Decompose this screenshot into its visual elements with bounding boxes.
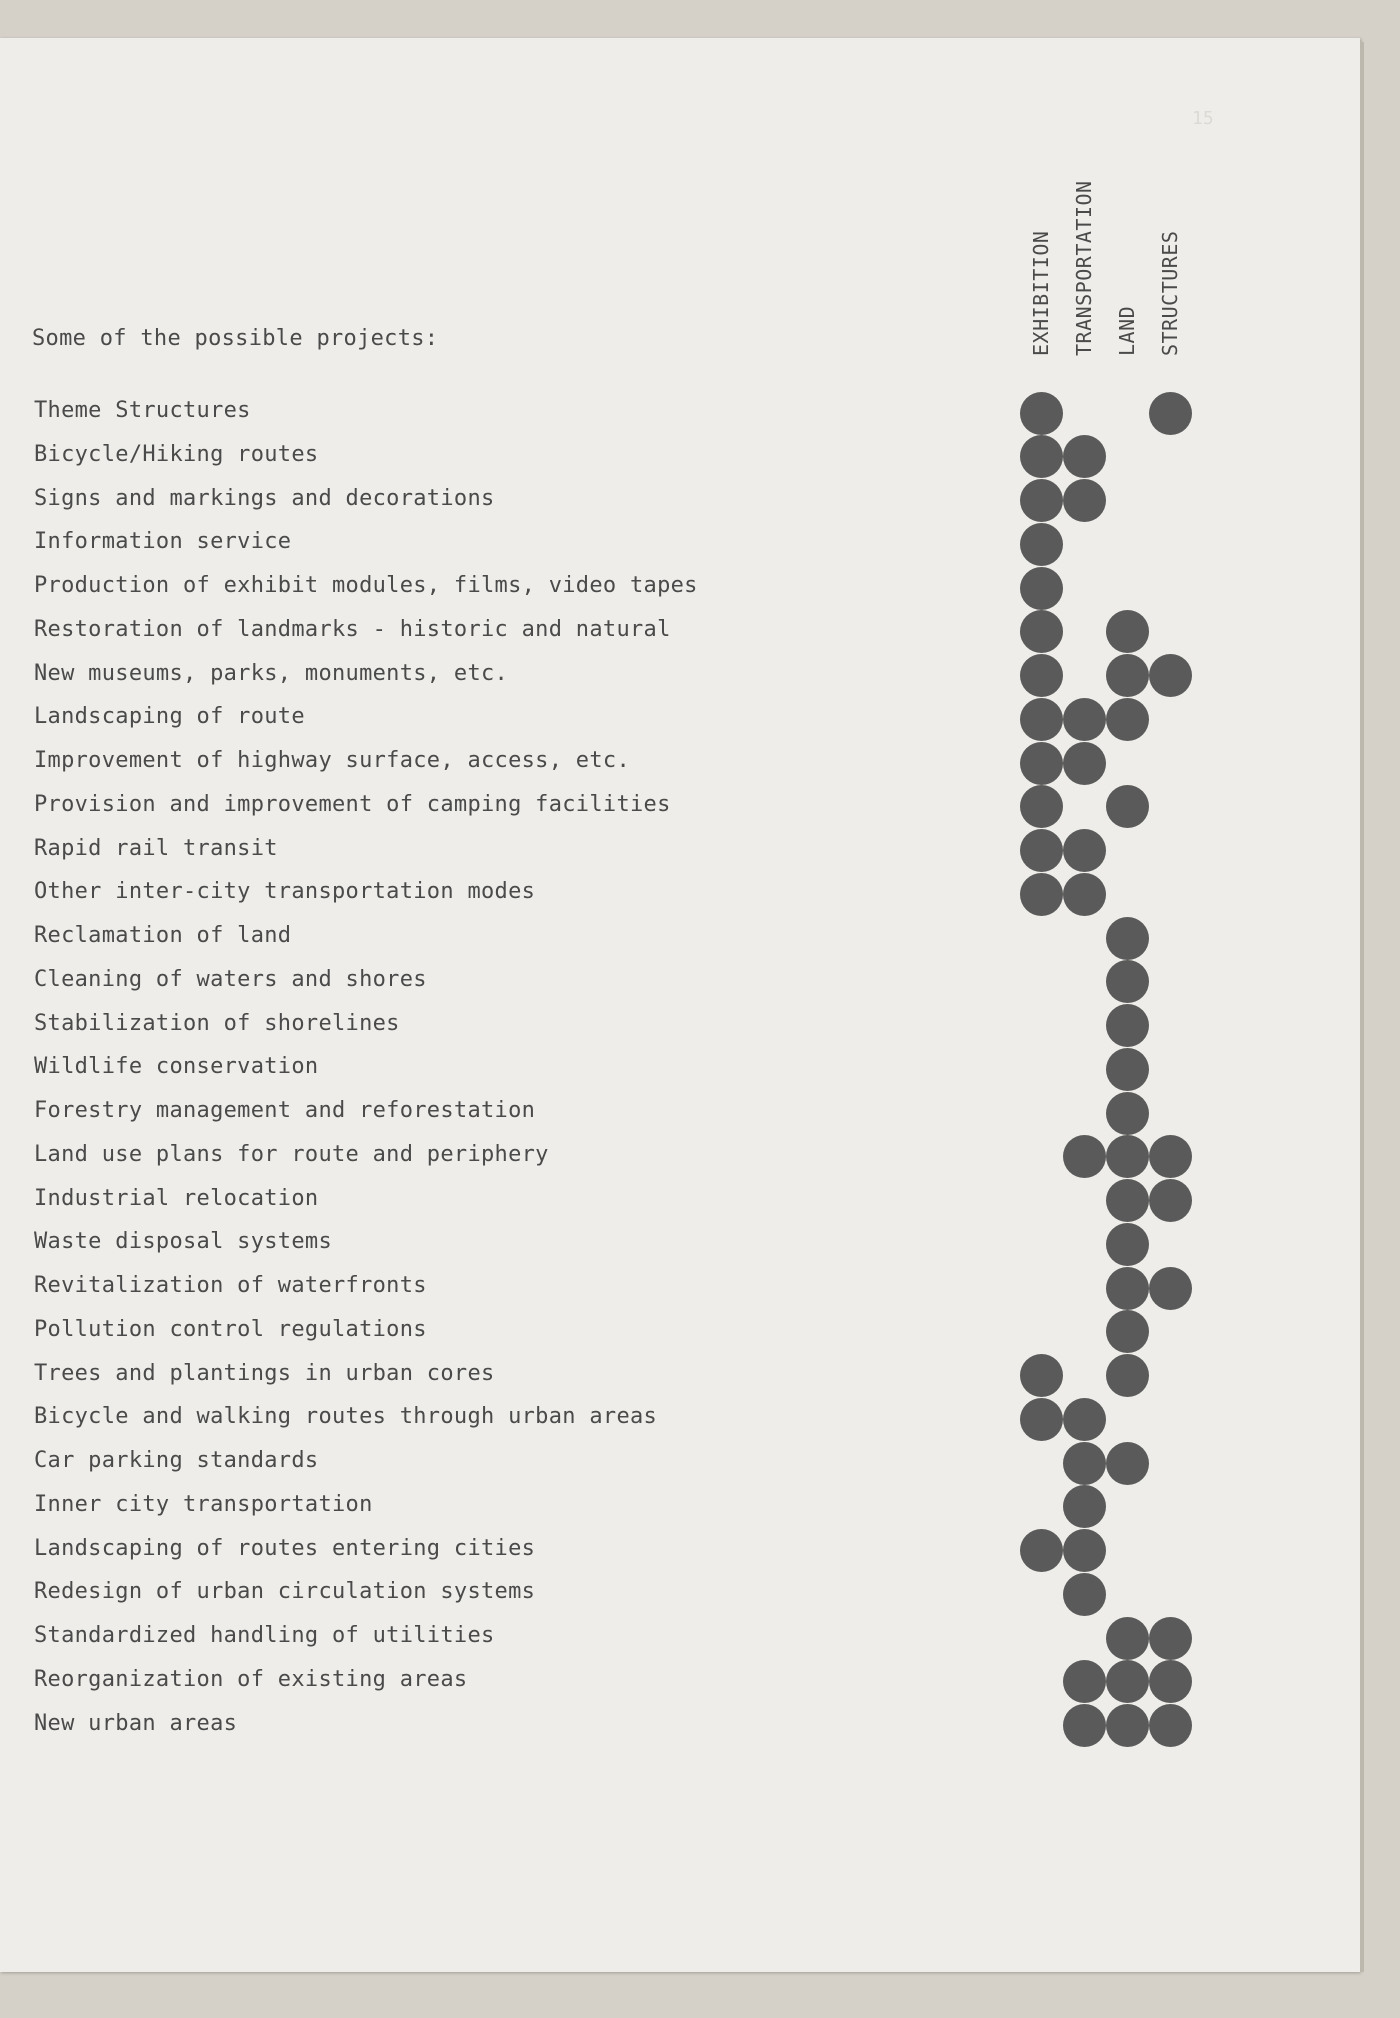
matrix-dot-land [1106, 1223, 1149, 1266]
project-item: Provision and improvement of camping facilities [34, 791, 671, 817]
matrix-dot-transportation [1063, 1660, 1106, 1703]
project-item: Signs and markings and decorations [34, 485, 495, 511]
project-item: Forestry management and reforestation [34, 1098, 536, 1123]
project-item: Standardized handling of utilities [34, 1623, 495, 1648]
matrix-dot-exhibition [1020, 873, 1063, 916]
project-item: Redesign of urban circulation systems [34, 1579, 536, 1605]
project-item: Landscaping of routes entering cities [34, 1535, 536, 1561]
matrix-dot-transportation [1063, 1398, 1106, 1441]
matrix-dot-exhibition [1020, 610, 1063, 653]
project-item: Restoration of landmarks - historic and natural [34, 616, 671, 642]
matrix-dot-exhibition [1020, 523, 1063, 566]
matrix-dot-structures [1149, 1179, 1192, 1222]
matrix-dot-transportation [1063, 435, 1106, 478]
matrix-dot-transportation [1063, 1485, 1106, 1528]
project-item: Inner city transportation [34, 1491, 373, 1517]
column-header-land: LAND [1115, 305, 1139, 356]
matrix-dot-structures [1149, 392, 1192, 435]
column-header-transportation: TRANSPORTATION [1072, 180, 1096, 356]
matrix-dot-land [1106, 1135, 1149, 1178]
project-item: Pollution control regulations [34, 1316, 427, 1342]
matrix-dot-exhibition [1020, 785, 1063, 828]
project-item: Reorganization of existing areas [34, 1666, 468, 1692]
matrix-dot-land [1106, 1660, 1149, 1703]
matrix-dot-structures [1149, 1617, 1192, 1660]
project-item: Wildlife conservation [34, 1054, 319, 1080]
matrix-dot-structures [1149, 1135, 1192, 1178]
page-number: 15 [1192, 108, 1214, 129]
matrix-dot-exhibition [1020, 1354, 1063, 1397]
matrix-dot-exhibition [1020, 654, 1063, 697]
matrix-dot-land [1106, 1092, 1149, 1135]
matrix-dot-structures [1149, 654, 1192, 697]
matrix-dot-land [1106, 1442, 1149, 1485]
section-heading: Some of the possible projects: [32, 326, 439, 351]
project-item: Production of exhibit modules, films, video tapes [34, 573, 698, 598]
matrix-dot-structures [1149, 1267, 1192, 1310]
matrix-dot-land [1106, 1048, 1149, 1091]
column-header-structures: STRUCTURES [1158, 230, 1182, 356]
project-item: Cleaning of waters and shores [34, 966, 427, 992]
project-item: Industrial relocation [34, 1185, 319, 1211]
matrix-dot-transportation [1063, 479, 1106, 522]
matrix-dot-exhibition [1020, 698, 1063, 741]
project-item: Stabilization of shorelines [34, 1010, 400, 1036]
column-header-exhibition: EXHIBITION [1029, 230, 1053, 356]
project-item: Theme Structures [34, 398, 251, 423]
matrix-dot-land [1106, 960, 1149, 1003]
matrix-dot-transportation [1063, 829, 1106, 872]
project-item: New urban areas [34, 1710, 238, 1736]
matrix-dot-exhibition [1020, 1398, 1063, 1441]
matrix-dot-land [1106, 1310, 1149, 1353]
matrix-dot-transportation [1063, 1529, 1106, 1572]
matrix-dot-land [1106, 1267, 1149, 1310]
matrix-dot-transportation [1063, 873, 1106, 916]
matrix-dot-exhibition [1020, 392, 1063, 435]
matrix-dot-transportation [1063, 698, 1106, 741]
project-item: Improvement of highway surface, access, etc. [34, 748, 630, 773]
matrix-dot-land [1106, 785, 1149, 828]
matrix-dot-exhibition [1020, 567, 1063, 610]
matrix-dot-land [1106, 917, 1149, 960]
matrix-dot-exhibition [1020, 479, 1063, 522]
matrix-dot-transportation [1063, 1704, 1106, 1747]
project-item: New museums, parks, monuments, etc. [34, 660, 509, 686]
project-item: Trees and plantings in urban cores [34, 1360, 495, 1386]
project-item: Revitalization of waterfronts [34, 1273, 427, 1298]
matrix-dot-structures [1149, 1660, 1192, 1703]
project-item: Bicycle/Hiking routes [34, 441, 319, 467]
project-item: Information service [34, 529, 292, 555]
matrix-dot-land [1106, 698, 1149, 741]
project-item: Car parking standards [34, 1448, 319, 1473]
matrix-dot-land [1106, 1004, 1149, 1047]
project-item: Other inter-city transportation modes [34, 879, 536, 905]
matrix-dot-land [1106, 1617, 1149, 1660]
matrix-dot-land [1106, 1704, 1149, 1747]
matrix-dot-structures [1149, 1704, 1192, 1747]
page-edge-shadow [1360, 42, 1364, 1972]
matrix-dot-transportation [1063, 742, 1106, 785]
matrix-dot-exhibition [1020, 435, 1063, 478]
matrix-dot-transportation [1063, 1442, 1106, 1485]
project-item: Land use plans for route and periphery [34, 1141, 549, 1167]
matrix-dot-transportation [1063, 1135, 1106, 1178]
matrix-dot-exhibition [1020, 1529, 1063, 1572]
project-item: Waste disposal systems [34, 1229, 332, 1255]
matrix-dot-land [1106, 1179, 1149, 1222]
project-item: Reclamation of land [34, 923, 292, 948]
matrix-dot-transportation [1063, 1573, 1106, 1616]
matrix-dot-exhibition [1020, 742, 1063, 785]
matrix-dot-land [1106, 654, 1149, 697]
project-item: Landscaping of route [34, 704, 305, 730]
matrix-dot-exhibition [1020, 829, 1063, 872]
project-item: Rapid rail transit [34, 835, 278, 861]
project-item: Bicycle and walking routes through urban areas [34, 1404, 658, 1430]
matrix-dot-land [1106, 1354, 1149, 1397]
matrix-dot-land [1106, 610, 1149, 653]
